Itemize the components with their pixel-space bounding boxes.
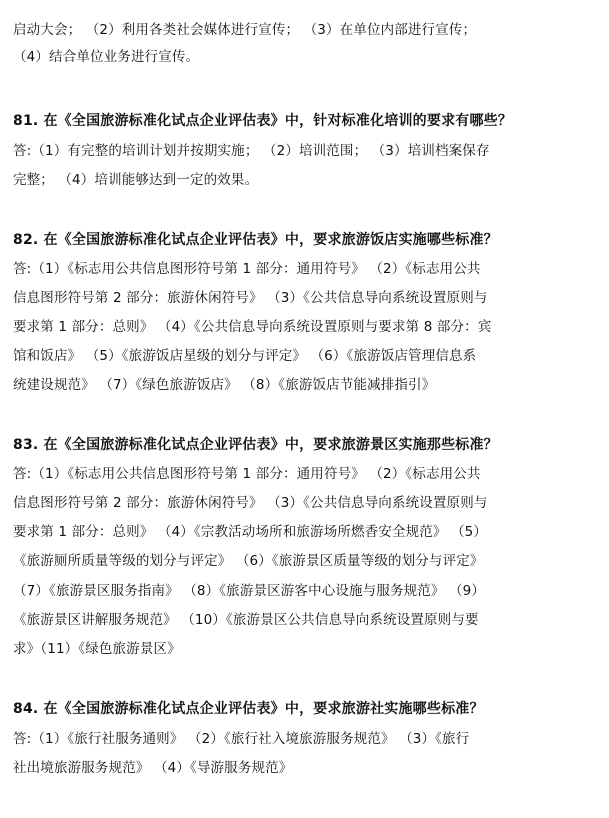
intro-line: （4）结合单位业务进行宣传。 [13,49,200,65]
answer-82-line: 馆和饭店》 （5）《旅游饭店星级的划分与评定》 （6）《旅游饭店管理信息系 [13,348,477,364]
answer-84-line: 社出境旅游服务规范》 （4）《导游服务规范》 [13,760,293,776]
intro-line: 启动大会； （2）利用各类社会媒体进行宣传； （3）在单位内部进行宣传； [13,22,477,38]
answer-83-line: 要求第 1 部分：总则》 （4）《宗教活动场所和旅游场所燃香安全规范》 （5） [13,524,488,540]
answer-83-line: 信息图形符号第 2 部分：旅游休闲符号》 （3）《公共信息导向系统设置原则与 [13,495,488,511]
answer-83-line: 《旅游景区讲解服务规范》 （10）《旅游景区公共信息导向系统设置原则与要 [13,612,479,628]
answer-83-line: （7）《旅游景区服务指南》 （8）《旅游景区游客中心设施与服务规范》 （9） [13,583,486,599]
answer-83-line: 答:（1）《标志用公共信息图形符号第 1 部分：通用符号》 （2）《标志用公共 [13,466,481,482]
question-81-heading: 81. 在《全国旅游标准化试点企业评估表》中，针对标准化培训的要求有哪些？ [13,113,513,129]
answer-81-line: 完整； （4）培训能够达到一定的效果。 [13,172,259,188]
question-83-heading: 83. 在《全国旅游标准化试点企业评估表》中，要求旅游景区实施那些标准？ [13,437,498,453]
question-84-heading: 84. 在《全国旅游标准化试点企业评估表》中，要求旅游社实施哪些标准？ [13,701,484,717]
answer-82-line: 统建设规范》 （7）《绿色旅游饭店》 （8）《旅游饭店节能减排指引》 [13,377,436,393]
answer-82-line: 要求第 1 部分：总则》 （4）《公共信息导向系统设置原则与要求第 8 部分：宾 [13,319,492,335]
answer-82-line: 答:（1）《标志用公共信息图形符号第 1 部分：通用符号》 （2）《标志用公共 [13,261,481,277]
answer-82-line: 信息图形符号第 2 部分：旅游休闲符号》 （3）《公共信息导向系统设置原则与 [13,290,488,306]
answer-83-line: 求》（11）《绿色旅游景区》 [13,641,181,657]
question-82-heading: 82. 在《全国旅游标准化试点企业评估表》中，要求旅游饭店实施哪些标准？ [13,232,498,248]
answer-83-line: 《旅游厕所质量等级的划分与评定》 （6）《旅游景区质量等级的划分与评定》 [13,553,484,569]
answer-81-line: 答:（1）有完整的培训计划并按期实施； （2）培训范围； （3）培训档案保存 [13,143,490,159]
answer-84-line: 答:（1）《旅行社服务通则》 （2）《旅行社入境旅游服务规范》 （3）《旅行 [13,731,470,747]
